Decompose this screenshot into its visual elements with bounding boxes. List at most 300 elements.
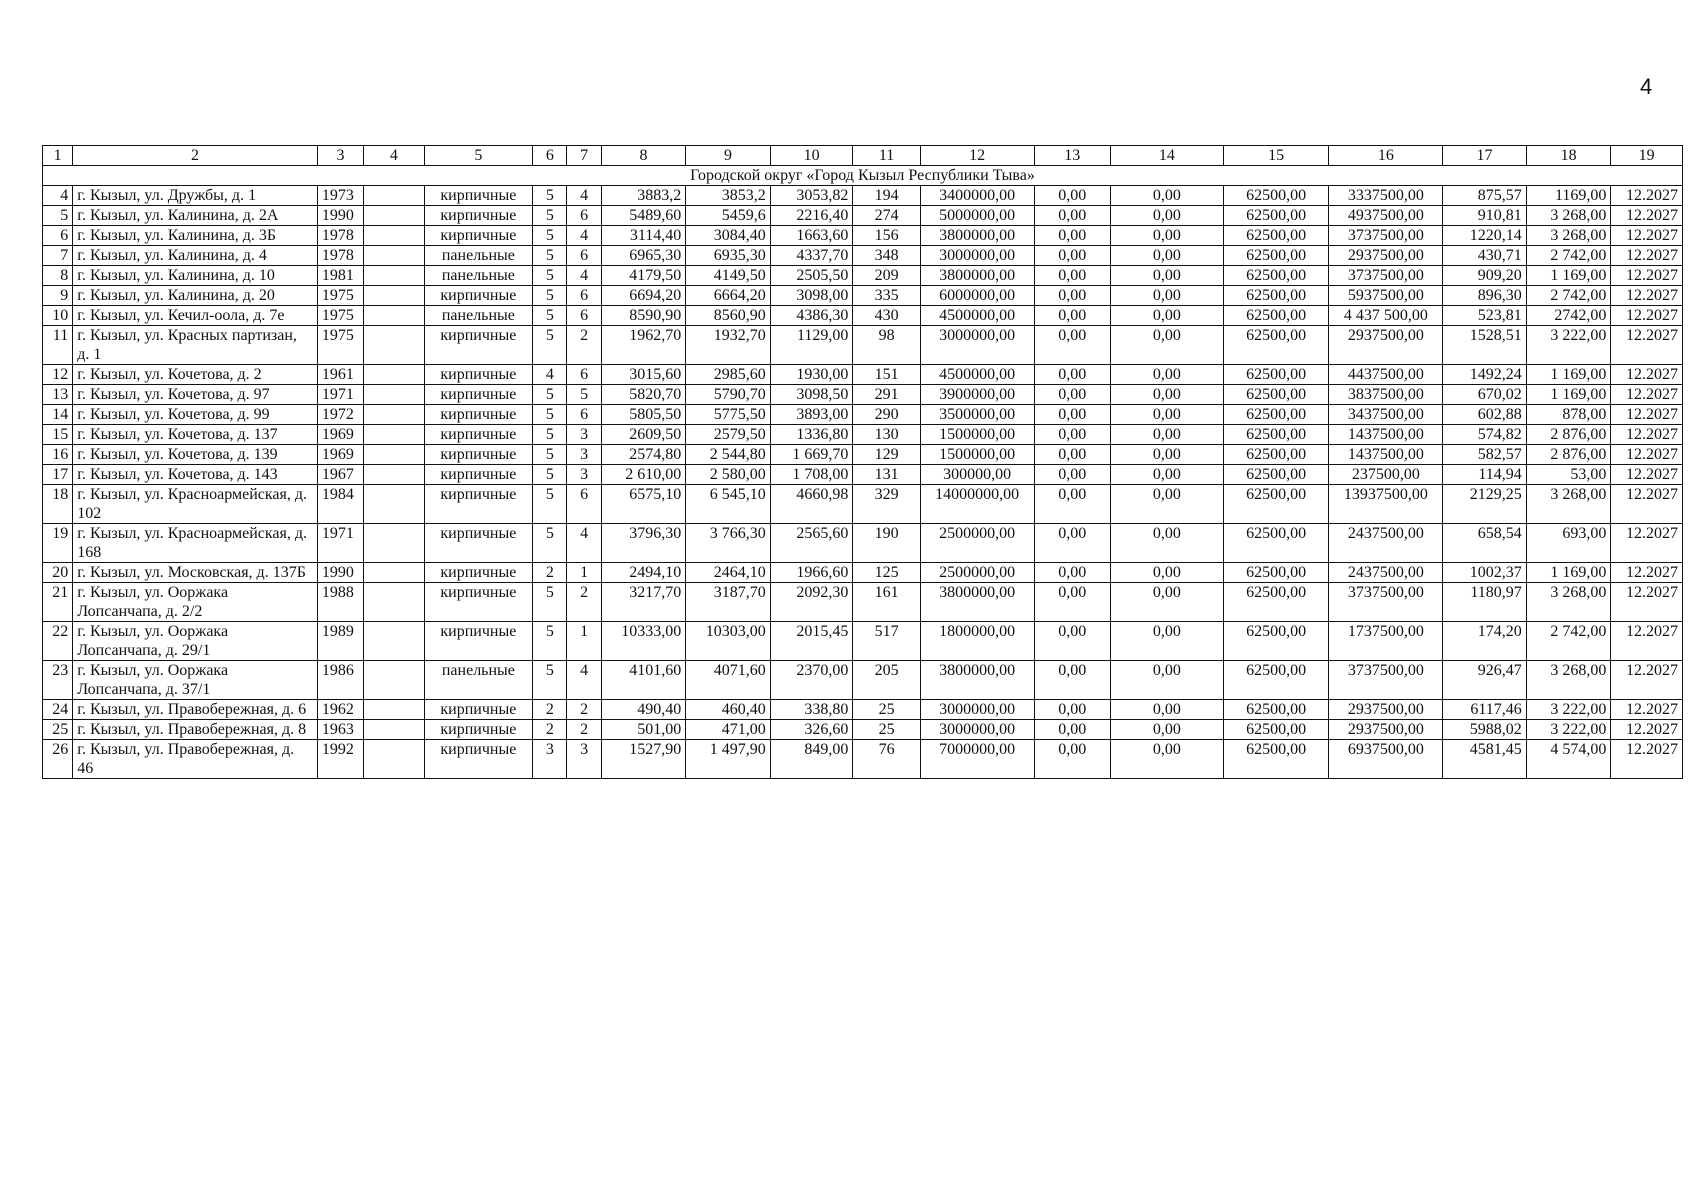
table-row: [43, 465, 1683, 485]
table-row: [43, 306, 1683, 326]
entrances-cell: 2: [567, 720, 601, 740]
year-built-cell: 1967: [317, 465, 363, 485]
total-cost-cell: 4500000,00: [920, 365, 1034, 385]
floors-cell: 2: [533, 720, 567, 740]
cost-col-16-cell: 3737500,00: [1329, 266, 1443, 286]
address-cell: г. Кызыл, ул. Ооржака Лопсанчапа, д. 2/2: [73, 583, 318, 622]
residential-area-cell: 1663,60: [770, 226, 853, 246]
max-cost-cell: 2 876,00: [1526, 445, 1611, 465]
completion-date-cell: 12.2027: [1611, 365, 1683, 385]
col-4-cell: [364, 740, 424, 779]
row-number-cell: 26: [43, 740, 73, 779]
cost-col-15-cell: 62500,00: [1223, 622, 1329, 661]
table-row: [43, 425, 1683, 445]
living-area-cell: 2464,10: [686, 563, 771, 583]
row-number-cell: 14: [43, 405, 73, 425]
residents-cell: 130: [853, 425, 920, 445]
cost-col-14-cell: 0,00: [1111, 226, 1224, 246]
wall-material-cell: кирпичные: [424, 740, 533, 779]
residential-area-cell: 849,00: [770, 740, 853, 779]
cost-col-13-cell: 0,00: [1034, 206, 1111, 226]
living-area-cell: 4149,50: [686, 266, 771, 286]
year-built-cell: 1971: [317, 524, 363, 563]
year-built-cell: 1978: [317, 226, 363, 246]
completion-date-cell: 12.2027: [1611, 306, 1683, 326]
total-area-cell: 1962,70: [601, 326, 686, 365]
specific-cost-cell: 1180,97: [1443, 583, 1527, 622]
year-built-cell: 1986: [317, 661, 363, 700]
total-area-cell: 4101,60: [601, 661, 686, 700]
cost-col-13-cell: 0,00: [1034, 583, 1111, 622]
max-cost-cell: 3 268,00: [1526, 661, 1611, 700]
residential-area-cell: 3098,50: [770, 385, 853, 405]
wall-material-cell: панельные: [424, 306, 533, 326]
max-cost-cell: 2 742,00: [1526, 246, 1611, 266]
cost-col-16-cell: 3737500,00: [1329, 583, 1443, 622]
address-cell: г. Кызыл, ул. Кочетова, д. 143: [73, 465, 318, 485]
wall-material-cell: кирпичные: [424, 524, 533, 563]
cost-col-15-cell: 62500,00: [1223, 740, 1329, 779]
specific-cost-cell: 875,57: [1443, 186, 1527, 206]
floors-cell: 2: [533, 700, 567, 720]
column-number: 13: [1034, 146, 1111, 166]
address-cell: г. Кызыл, ул. Красных партизан, д. 1: [73, 326, 318, 365]
table-row: [43, 385, 1683, 405]
year-built-cell: 1961: [317, 365, 363, 385]
living-area-cell: 471,00: [686, 720, 771, 740]
cost-col-15-cell: 62500,00: [1223, 425, 1329, 445]
total-cost-cell: 1500000,00: [920, 445, 1034, 465]
cost-col-16-cell: 3837500,00: [1329, 385, 1443, 405]
entrances-cell: 6: [567, 306, 601, 326]
residential-area-cell: 1 708,00: [770, 465, 853, 485]
column-number: 3: [317, 146, 363, 166]
col-4-cell: [364, 385, 424, 405]
cost-col-14-cell: 0,00: [1111, 740, 1224, 779]
wall-material-cell: панельные: [424, 661, 533, 700]
total-cost-cell: 3000000,00: [920, 246, 1034, 266]
cost-col-14-cell: 0,00: [1111, 465, 1224, 485]
year-built-cell: 1978: [317, 246, 363, 266]
column-number: 18: [1526, 146, 1611, 166]
total-area-cell: 8590,90: [601, 306, 686, 326]
year-built-cell: 1963: [317, 720, 363, 740]
floors-cell: 5: [533, 186, 567, 206]
floors-cell: 5: [533, 485, 567, 524]
row-number-cell: 13: [43, 385, 73, 405]
wall-material-cell: кирпичные: [424, 583, 533, 622]
specific-cost-cell: 602,88: [1443, 405, 1527, 425]
residents-cell: 76: [853, 740, 920, 779]
residential-area-cell: 1 669,70: [770, 445, 853, 465]
cost-col-14-cell: 0,00: [1111, 485, 1224, 524]
col-4-cell: [364, 563, 424, 583]
year-built-cell: 1984: [317, 485, 363, 524]
wall-material-cell: кирпичные: [424, 286, 533, 306]
cost-col-15-cell: 62500,00: [1223, 661, 1329, 700]
entrances-cell: 4: [567, 226, 601, 246]
year-built-cell: 1971: [317, 385, 363, 405]
table-row: [43, 246, 1683, 266]
cost-col-14-cell: 0,00: [1111, 405, 1224, 425]
living-area-cell: 5790,70: [686, 385, 771, 405]
address-cell: г. Кызыл, ул. Кочетова, д. 99: [73, 405, 318, 425]
entrances-cell: 2: [567, 700, 601, 720]
total-cost-cell: 3800000,00: [920, 583, 1034, 622]
completion-date-cell: 12.2027: [1611, 720, 1683, 740]
cost-col-15-cell: 62500,00: [1223, 465, 1329, 485]
cost-col-15-cell: 62500,00: [1223, 246, 1329, 266]
completion-date-cell: 12.2027: [1611, 485, 1683, 524]
total-area-cell: 6694,20: [601, 286, 686, 306]
cost-col-13-cell: 0,00: [1034, 425, 1111, 445]
living-area-cell: 2985,60: [686, 365, 771, 385]
row-number-cell: 23: [43, 661, 73, 700]
residential-area-cell: 2370,00: [770, 661, 853, 700]
entrances-cell: 4: [567, 266, 601, 286]
column-number: 8: [601, 146, 686, 166]
total-area-cell: 3217,70: [601, 583, 686, 622]
total-cost-cell: 3400000,00: [920, 186, 1034, 206]
completion-date-cell: 12.2027: [1611, 524, 1683, 563]
floors-cell: 5: [533, 622, 567, 661]
entrances-cell: 5: [567, 385, 601, 405]
residents-cell: 430: [853, 306, 920, 326]
cost-col-13-cell: 0,00: [1034, 465, 1111, 485]
total-area-cell: 2494,10: [601, 563, 686, 583]
cost-col-15-cell: 62500,00: [1223, 485, 1329, 524]
total-cost-cell: 3000000,00: [920, 720, 1034, 740]
cost-col-14-cell: 0,00: [1111, 246, 1224, 266]
wall-material-cell: панельные: [424, 246, 533, 266]
residential-area-cell: 1930,00: [770, 365, 853, 385]
cost-col-14-cell: 0,00: [1111, 266, 1224, 286]
year-built-cell: 1975: [317, 326, 363, 365]
year-built-cell: 1975: [317, 306, 363, 326]
completion-date-cell: 12.2027: [1611, 326, 1683, 365]
cost-col-13-cell: 0,00: [1034, 365, 1111, 385]
cost-col-13-cell: 0,00: [1034, 246, 1111, 266]
floors-cell: 5: [533, 583, 567, 622]
completion-date-cell: 12.2027: [1611, 425, 1683, 445]
total-area-cell: 3015,60: [601, 365, 686, 385]
cost-col-16-cell: 3737500,00: [1329, 661, 1443, 700]
cost-col-13-cell: 0,00: [1034, 385, 1111, 405]
table-row: [43, 286, 1683, 306]
specific-cost-cell: 6117,46: [1443, 700, 1527, 720]
column-number: 6: [533, 146, 567, 166]
table-row: [43, 266, 1683, 286]
cost-col-16-cell: 4437500,00: [1329, 365, 1443, 385]
residential-area-cell: 2505,50: [770, 266, 853, 286]
address-cell: г. Кызыл, ул. Кочетова, д. 2: [73, 365, 318, 385]
table-row: [43, 720, 1683, 740]
total-area-cell: 2574,80: [601, 445, 686, 465]
total-area-cell: 490,40: [601, 700, 686, 720]
table-row: [43, 524, 1683, 563]
residents-cell: 209: [853, 266, 920, 286]
wall-material-cell: кирпичные: [424, 563, 533, 583]
specific-cost-cell: 523,81: [1443, 306, 1527, 326]
address-cell: г. Кызыл, ул. Калинина, д. 20: [73, 286, 318, 306]
table-row: [43, 661, 1683, 700]
section-row: [43, 166, 1683, 186]
total-cost-cell: 3800000,00: [920, 266, 1034, 286]
cost-col-14-cell: 0,00: [1111, 186, 1224, 206]
cost-col-14-cell: 0,00: [1111, 365, 1224, 385]
year-built-cell: 1989: [317, 622, 363, 661]
address-cell: г. Кызыл, ул. Кечил-оола, д. 7е: [73, 306, 318, 326]
specific-cost-cell: 114,94: [1443, 465, 1527, 485]
residents-cell: 131: [853, 465, 920, 485]
total-area-cell: 6965,30: [601, 246, 686, 266]
address-cell: г. Кызыл, ул. Кочетова, д. 137: [73, 425, 318, 445]
living-area-cell: 2 580,00: [686, 465, 771, 485]
floors-cell: 3: [533, 740, 567, 779]
entrances-cell: 1: [567, 622, 601, 661]
cost-col-15-cell: 62500,00: [1223, 186, 1329, 206]
max-cost-cell: 3 268,00: [1526, 226, 1611, 246]
entrances-cell: 3: [567, 445, 601, 465]
specific-cost-cell: 1492,24: [1443, 365, 1527, 385]
address-cell: г. Кызыл, ул. Ооржака Лопсанчапа, д. 37/1: [73, 661, 318, 700]
residential-area-cell: 1336,80: [770, 425, 853, 445]
specific-cost-cell: 909,20: [1443, 266, 1527, 286]
year-built-cell: 1990: [317, 563, 363, 583]
cost-col-14-cell: 0,00: [1111, 425, 1224, 445]
living-area-cell: 6664,20: [686, 286, 771, 306]
total-area-cell: 501,00: [601, 720, 686, 740]
completion-date-cell: 12.2027: [1611, 700, 1683, 720]
living-area-cell: 10303,00: [686, 622, 771, 661]
column-number: 15: [1223, 146, 1329, 166]
residential-area-cell: 4660,98: [770, 485, 853, 524]
address-cell: г. Кызыл, ул. Правобережная, д. 8: [73, 720, 318, 740]
max-cost-cell: 3 222,00: [1526, 700, 1611, 720]
floors-cell: 4: [533, 365, 567, 385]
residential-area-cell: 326,60: [770, 720, 853, 740]
floors-cell: 5: [533, 405, 567, 425]
residents-cell: 129: [853, 445, 920, 465]
cost-col-14-cell: 0,00: [1111, 524, 1224, 563]
living-area-cell: 3 766,30: [686, 524, 771, 563]
cost-col-15-cell: 62500,00: [1223, 226, 1329, 246]
year-built-cell: 1992: [317, 740, 363, 779]
specific-cost-cell: 658,54: [1443, 524, 1527, 563]
year-built-cell: 1988: [317, 583, 363, 622]
page-number: 4: [1640, 74, 1653, 99]
max-cost-cell: 2742,00: [1526, 306, 1611, 326]
completion-date-cell: 12.2027: [1611, 622, 1683, 661]
address-cell: г. Кызыл, ул. Красноармейская, д. 102: [73, 485, 318, 524]
entrances-cell: 6: [567, 405, 601, 425]
living-area-cell: 5775,50: [686, 405, 771, 425]
total-cost-cell: 1500000,00: [920, 425, 1034, 445]
floors-cell: 5: [533, 286, 567, 306]
wall-material-cell: кирпичные: [424, 700, 533, 720]
column-number: 19: [1611, 146, 1683, 166]
wall-material-cell: кирпичные: [424, 425, 533, 445]
specific-cost-cell: 896,30: [1443, 286, 1527, 306]
row-number-cell: 16: [43, 445, 73, 465]
table-row: [43, 563, 1683, 583]
max-cost-cell: 2 876,00: [1526, 425, 1611, 445]
cost-col-16-cell: 13937500,00: [1329, 485, 1443, 524]
living-area-cell: 460,40: [686, 700, 771, 720]
column-number-row: [43, 146, 1683, 166]
total-area-cell: 4179,50: [601, 266, 686, 286]
entrances-cell: 4: [567, 186, 601, 206]
specific-cost-cell: 174,20: [1443, 622, 1527, 661]
wall-material-cell: кирпичные: [424, 206, 533, 226]
specific-cost-cell: 1220,14: [1443, 226, 1527, 246]
table-row: [43, 740, 1683, 779]
specific-cost-cell: 574,82: [1443, 425, 1527, 445]
wall-material-cell: кирпичные: [424, 622, 533, 661]
column-number: 16: [1329, 146, 1443, 166]
cost-col-13-cell: 0,00: [1034, 563, 1111, 583]
cost-col-15-cell: 62500,00: [1223, 563, 1329, 583]
specific-cost-cell: 430,71: [1443, 246, 1527, 266]
cost-col-15-cell: 62500,00: [1223, 326, 1329, 365]
table-row: [43, 206, 1683, 226]
column-number: 1: [43, 146, 73, 166]
floors-cell: 5: [533, 425, 567, 445]
floors-cell: 5: [533, 445, 567, 465]
cost-col-14-cell: 0,00: [1111, 306, 1224, 326]
row-number-cell: 12: [43, 365, 73, 385]
col-4-cell: [364, 286, 424, 306]
living-area-cell: 3187,70: [686, 583, 771, 622]
cost-col-16-cell: 2437500,00: [1329, 524, 1443, 563]
wall-material-cell: кирпичные: [424, 186, 533, 206]
row-number-cell: 5: [43, 206, 73, 226]
entrances-cell: 6: [567, 485, 601, 524]
living-area-cell: 6 545,10: [686, 485, 771, 524]
max-cost-cell: 1 169,00: [1526, 266, 1611, 286]
col-4-cell: [364, 266, 424, 286]
floors-cell: 2: [533, 563, 567, 583]
col-4-cell: [364, 326, 424, 365]
living-area-cell: 2579,50: [686, 425, 771, 445]
row-number-cell: 17: [43, 465, 73, 485]
floors-cell: 5: [533, 266, 567, 286]
cost-col-16-cell: 1437500,00: [1329, 445, 1443, 465]
total-cost-cell: 2500000,00: [920, 524, 1034, 563]
cost-col-13-cell: 0,00: [1034, 524, 1111, 563]
address-cell: г. Кызыл, ул. Правобережная, д. 6: [73, 700, 318, 720]
total-area-cell: 6575,10: [601, 485, 686, 524]
row-number-cell: 19: [43, 524, 73, 563]
row-number-cell: 22: [43, 622, 73, 661]
living-area-cell: 3853,2: [686, 186, 771, 206]
residents-cell: 156: [853, 226, 920, 246]
cost-col-15-cell: 62500,00: [1223, 385, 1329, 405]
column-number: 4: [364, 146, 424, 166]
living-area-cell: 1932,70: [686, 326, 771, 365]
total-area-cell: 2609,50: [601, 425, 686, 445]
living-area-cell: 1 497,90: [686, 740, 771, 779]
residential-area-cell: 4386,30: [770, 306, 853, 326]
max-cost-cell: 3 268,00: [1526, 485, 1611, 524]
completion-date-cell: 12.2027: [1611, 740, 1683, 779]
cost-col-16-cell: 3737500,00: [1329, 226, 1443, 246]
entrances-cell: 4: [567, 524, 601, 563]
cost-col-14-cell: 0,00: [1111, 206, 1224, 226]
row-number-cell: 10: [43, 306, 73, 326]
section-title: Городской округ «Город Кызыл Республики Тыва»: [43, 166, 1683, 186]
cost-col-16-cell: 4 437 500,00: [1329, 306, 1443, 326]
specific-cost-cell: 2129,25: [1443, 485, 1527, 524]
table-row: [43, 186, 1683, 206]
entrances-cell: 2: [567, 583, 601, 622]
cost-col-13-cell: 0,00: [1034, 286, 1111, 306]
wall-material-cell: кирпичные: [424, 226, 533, 246]
completion-date-cell: 12.2027: [1611, 226, 1683, 246]
living-area-cell: 2 544,80: [686, 445, 771, 465]
cost-col-13-cell: 0,00: [1034, 306, 1111, 326]
table-body: [43, 146, 1683, 779]
row-number-cell: 11: [43, 326, 73, 365]
row-number-cell: 7: [43, 246, 73, 266]
cost-col-15-cell: 62500,00: [1223, 583, 1329, 622]
entrances-cell: 2: [567, 326, 601, 365]
cost-col-13-cell: 0,00: [1034, 700, 1111, 720]
living-area-cell: 4071,60: [686, 661, 771, 700]
col-4-cell: [364, 445, 424, 465]
column-number: 2: [73, 146, 318, 166]
col-4-cell: [364, 246, 424, 266]
cost-col-16-cell: 237500,00: [1329, 465, 1443, 485]
housing-register-table: [42, 145, 1683, 779]
residential-area-cell: 3098,00: [770, 286, 853, 306]
cost-col-15-cell: 62500,00: [1223, 720, 1329, 740]
cost-col-14-cell: 0,00: [1111, 622, 1224, 661]
residents-cell: 291: [853, 385, 920, 405]
total-cost-cell: 7000000,00: [920, 740, 1034, 779]
cost-col-15-cell: 62500,00: [1223, 445, 1329, 465]
table-row: [43, 485, 1683, 524]
row-number-cell: 15: [43, 425, 73, 445]
specific-cost-cell: 4581,45: [1443, 740, 1527, 779]
column-number: 14: [1111, 146, 1224, 166]
cost-col-13-cell: 0,00: [1034, 186, 1111, 206]
year-built-cell: 1969: [317, 445, 363, 465]
address-cell: г. Кызыл, ул. Калинина, д. 4: [73, 246, 318, 266]
total-cost-cell: 1800000,00: [920, 622, 1034, 661]
living-area-cell: 6935,30: [686, 246, 771, 266]
completion-date-cell: 12.2027: [1611, 583, 1683, 622]
year-built-cell: 1972: [317, 405, 363, 425]
cost-col-13-cell: 0,00: [1034, 226, 1111, 246]
max-cost-cell: 3 268,00: [1526, 206, 1611, 226]
col-4-cell: [364, 405, 424, 425]
total-cost-cell: 3800000,00: [920, 661, 1034, 700]
entrances-cell: 6: [567, 365, 601, 385]
wall-material-cell: кирпичные: [424, 405, 533, 425]
address-cell: г. Кызыл, ул. Кочетова, д. 97: [73, 385, 318, 405]
cost-col-13-cell: 0,00: [1034, 740, 1111, 779]
residential-area-cell: 4337,70: [770, 246, 853, 266]
cost-col-15-cell: 62500,00: [1223, 700, 1329, 720]
entrances-cell: 1: [567, 563, 601, 583]
total-cost-cell: 2500000,00: [920, 563, 1034, 583]
entrances-cell: 6: [567, 206, 601, 226]
floors-cell: 5: [533, 326, 567, 365]
cost-col-14-cell: 0,00: [1111, 286, 1224, 306]
cost-col-16-cell: 4937500,00: [1329, 206, 1443, 226]
wall-material-cell: кирпичные: [424, 445, 533, 465]
